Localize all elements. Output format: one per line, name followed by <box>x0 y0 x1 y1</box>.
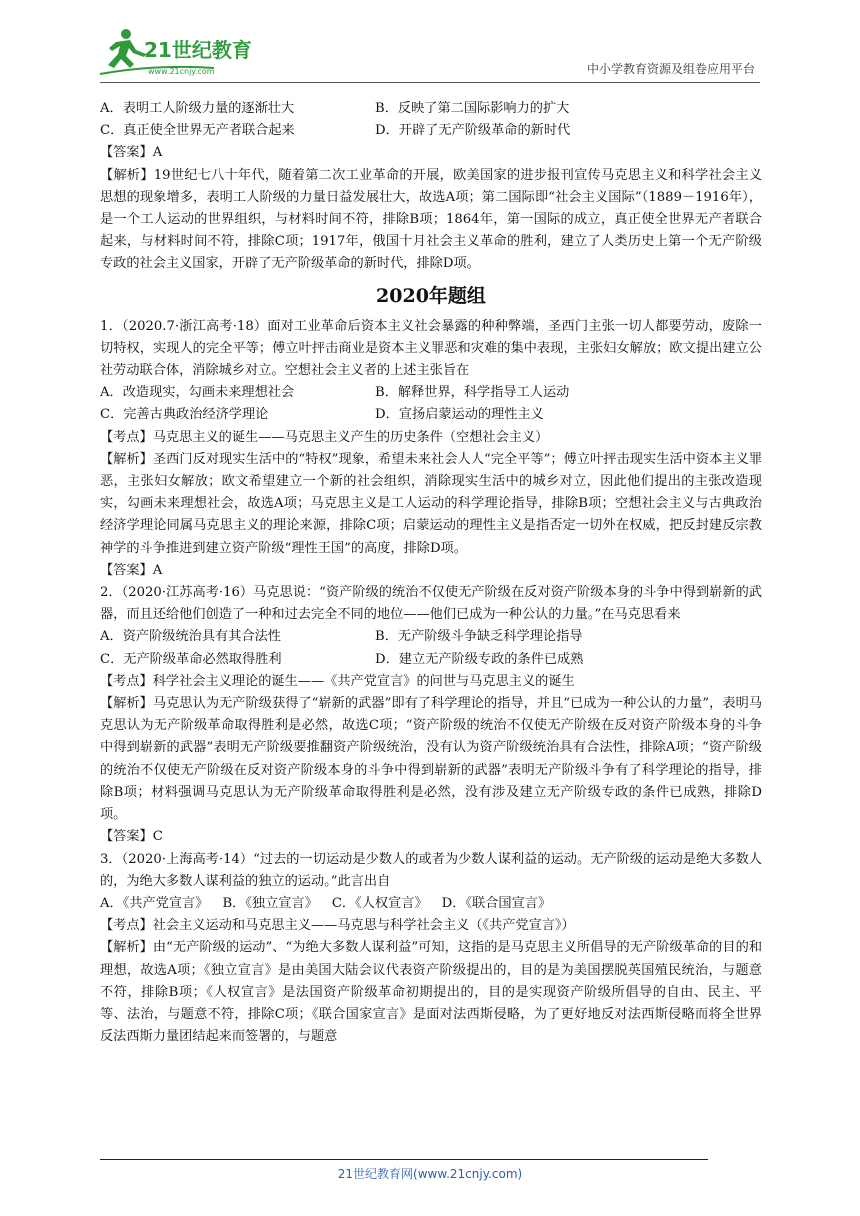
q1-answer: 【答案】A <box>100 562 163 578</box>
site-logo <box>96 24 256 80</box>
q1-stem: 1．（2020.7·浙江高考·18）面对工业革命后资本主义社会暴露的种种弊端，圣西门主张一切人都要劳动，废除一切特权，实现人的完全平等；傅立叶抨击商业是资本主义罪恶和灾难的集中表现，主张妇女解放；欧文提出建立公社劳动联合体，消除城乡对立。空想社会主义者的上述主张旨在 <box>100 318 762 379</box>
q2-analysis: 【解析】马克思认为无产阶级获得了“崭新的武器”即有了科学理论的指导，并且“已成为一种公认的力量”，表明马克思认为无产阶级革命取得胜利是必然，故选C项；“资产阶级的统治不仅使无产阶级在反对资产阶级本身的斗争中得到崭新的武器”表明无产阶级要推翻资产阶级统治，没有认为资产阶级统治具有合法性，排除A项；“资产阶级的统治不仅使无产阶级在反对资产阶级本身的斗争中得到崭新的武器”表明无产阶级斗争有了科学理论的指导，排除B项；材料强调马克思认为无产阶级革命取得胜利是必然，没有涉及建立无产阶级专政的条件已成熟，排除D项。 <box>100 696 763 823</box>
q3-option-a: A．《共产党宣言》 <box>100 895 209 911</box>
q2-option-c: C．无产阶级革命必然取得胜利 <box>100 651 282 667</box>
q2-point: 【考点】科学社会主义理论的诞生——《共产党宣言》的问世与马克思主义的诞生 <box>100 673 575 689</box>
q3-stem: 3．（2020·上海高考·14）“过去的一切运动是少数人的或者为少数人谋利益的运动。无产阶级的运动是绝大多数人的，为绝大多数人谋利益的独立的运动。”此言出自 <box>100 851 762 889</box>
q3-option-d: D．《联合国宣言》 <box>441 895 552 911</box>
q0-options <box>100 98 762 142</box>
logo-text: 21世纪教育 <box>144 38 252 62</box>
q0-option-a: A．表明工人阶级力量的逐渐壮大 <box>100 101 295 116</box>
q0-answer: 【答案】A <box>100 145 163 161</box>
q1-option-d: D．宣扬启蒙运动的理性主义 <box>375 407 544 423</box>
q1-option-c: C．完善古典政治经济学理论 <box>100 407 269 423</box>
q3-point: 【考点】社会主义运动和马克思主义——马克思与科学社会主义（《共产党宣言》） <box>100 918 575 934</box>
section-title: 2020年题组 <box>376 284 486 307</box>
header-divider <box>100 82 760 83</box>
q0-option-b: B．反映了第二国际影响力的扩大 <box>375 101 570 116</box>
q1-option-b: B．解释世界，科学指导工人运动 <box>375 385 570 401</box>
q2-stem: 2．（2020·江苏高考·16）马克思说：“资产阶级的统治不仅使无产阶级在反对资产阶级本身的斗争中得到崭新的武器，而且还给他们创造了一种和过去完全不同的地位——他们已成为一种公认的力量。”在马克思看来 <box>100 585 762 623</box>
q3-analysis: 【解析】由“无产阶级的运动”、“为绝大多数人谋利益”可知，这指的是马克思主义所倡导的无产阶级革命的目的和理想，故选A项；《独立宣言》是由美国大陆会议代表资产阶级提出的，目的是为美国摆脱英国殖民统治，与题意不符，排除B项；《人权宣言》是法国资产阶级革命初期提出的，目的是实现资产阶级所倡导的自由、民主、平等、法治，与题意不符，排除C项；《联合国家宣言》是面对法西斯侵略，为了更好地反对法西斯侵略而将全世界反法西斯力量团结起来而签署的，与题意 <box>100 940 763 1045</box>
q2-option-d: D．建立无产阶级专政的条件已成熟 <box>375 651 584 667</box>
q1-options <box>100 382 762 426</box>
q2-option-a: A．资产阶级统治具有其合法性 <box>100 629 281 645</box>
document-body <box>100 98 762 1048</box>
q1-point: 【考点】马克思主义的诞生——马克思主义产生的历史条件（空想社会主义） <box>100 429 549 445</box>
footer-divider <box>100 1159 708 1160</box>
q0-option-c: C．真正使全世界无产者联合起来 <box>100 123 295 139</box>
q3-option-c: C．《人权宣言》 <box>331 895 428 911</box>
platform-label: 中小学教育资源及组卷应用平台 <box>586 62 755 76</box>
q1-option-a: A．改造现实，勾画未来理想社会 <box>100 385 295 401</box>
logo-url: www.21cnjy.com <box>148 67 215 76</box>
q1-analysis: 【解析】圣西门反对现实生活中的“特权”现象，希望未来社会人人“完全平等”；傅立叶抨击现实生活中资本主义罪恶，主张妇女解放；欧文希望建立一个新的社会组织，消除现实生活中的城乡对立，因此他们提出的主张改造现实，勾画未来理想社会，故选A项；马克思主义是工人运动的科学理论指导，排除B项；空想社会主义与古典政治经济学理论同属马克思主义的理论来源，排除C项；启蒙运动的理性主义是指否定一切外在权威，把反封建反宗教神学的斗争推进到建立资产阶级“理性王国”的高度，排除D项。 <box>100 451 763 556</box>
q0-analysis: 【解析】19世纪七八十年代，随着第二次工业革命的开展，欧美国家的进步报刊宣传马克思主义和科学社会主义思想的现象增多，表明工人阶级的力量日益发展壮大，故选A项；第二国际即“社会主义国际”（1889－1916年），是一个工人运动的世界组织，与材料时间不符，排除B项；1864年，第一国际的成立，真正使全世界无产者联合起来，与材料时间不符，排除C项；1917年，俄国十月社会主义革命的胜利，建立了人类历史上第一个无产阶级专政的社会主义国家，开辟了无产阶级革命的新时代，排除D项。 <box>100 167 763 272</box>
q3-options <box>100 893 762 915</box>
footer-link[interactable]: 21世纪教育网(www.21cnjy.com) <box>337 1167 523 1181</box>
q3-option-b: B．《独立宣言》 <box>222 895 318 911</box>
q2-answer: 【答案】C <box>100 829 163 845</box>
q2-option-b: B．无产阶级斗争缺乏科学理论指导 <box>375 629 583 645</box>
q0-option-d: D．开辟了无产阶级革命的新时代 <box>375 123 571 139</box>
q2-options <box>100 626 762 670</box>
